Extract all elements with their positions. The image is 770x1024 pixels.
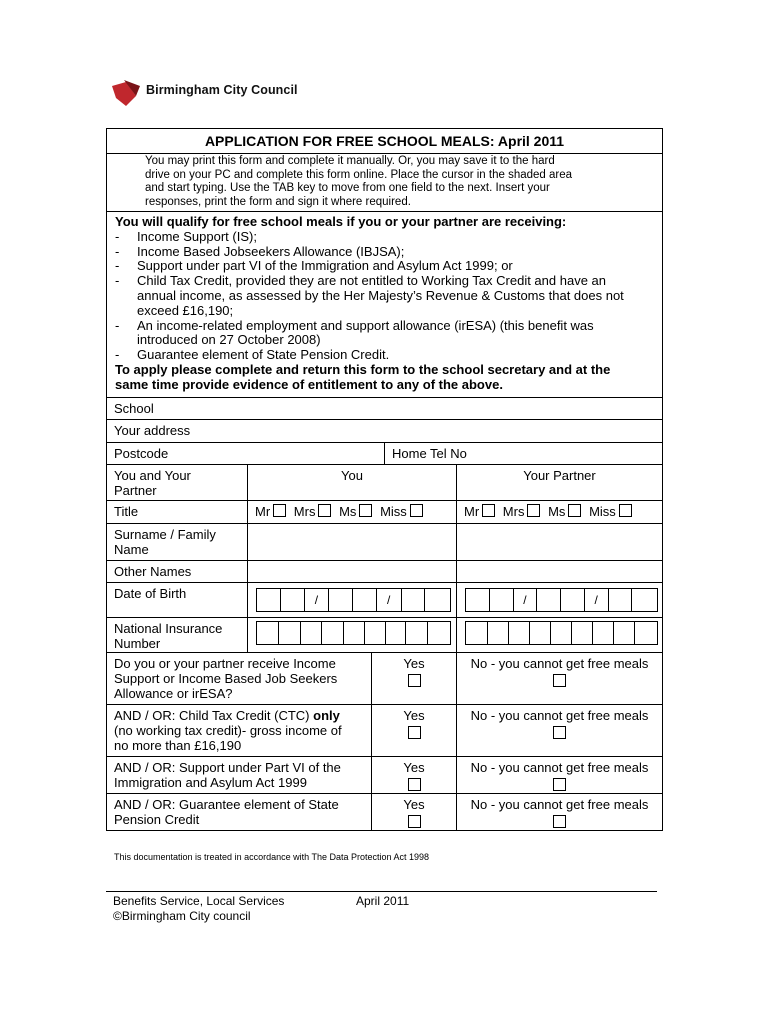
list-item: - Income Based Jobseekers Allowance (IBJSA); — [115, 243, 405, 259]
address-field[interactable]: Your address — [107, 420, 662, 443]
partner-dob-input[interactable]: / / — [465, 588, 658, 612]
q2-yes-checkbox[interactable] — [408, 726, 421, 739]
dob-row: Date of Birth / / / / — [107, 583, 662, 618]
footer-dept: Benefits Service, Local Services ©Birmingham City council — [113, 894, 285, 923]
partner-other-names-input[interactable] — [456, 561, 662, 582]
q1-no-checkbox[interactable] — [553, 674, 566, 687]
q-pension-row: AND / OR: Guarantee element of State Pension Credit Yes No - you cannot get free meals — [107, 794, 662, 830]
list-item: - An income-related employment and support allowance (irESA) (this benefit was introduced on 27 October 2008) — [115, 317, 594, 348]
postcode-field[interactable]: Postcode — [114, 446, 169, 461]
other-names-input[interactable] — [247, 561, 456, 582]
home-tel-field[interactable]: Home Tel No — [384, 443, 662, 464]
footer-date: April 2011 — [356, 894, 410, 908]
qualification-section: You will qualify for free school meals if you or your partner are receiving: - Income Support (IS); - Income Based Jobseekers Allowance (IBJSA); - Support under part VI of the Immigration and Asylum Act 1999; or - Child Tax Credit, provided they are not entitled to Working Tax Credit and have an annual income, as assessed by the Her Majesty’s Revenue & Customs that does not exceed £16,190; - An income-related employment and support allowance (irESA) (this benefit was introduced on 27 October 2008) - Guarantee element of State Pension Credit. To apply please complete and return this form to the school secretary and at the same time provide evidence of entitlement to any of the above. — [107, 212, 662, 398]
q-immigration-row: AND / OR: Support under Part VI of the Immigration and Asylum Act 1999 Yes No - you cannot get free meals — [107, 757, 662, 794]
instructions: You may print this form and complete it manually. Or, you may save it to the hard drive on your PC and complete this form online. Place the cursor in the shaded area and start typing. Use the TAB key to move from one field to the next. Insert your responses, print the form and sign it where required. — [107, 154, 662, 212]
qualify-heading: You will qualify for free school meals if you or your partner are receiving: — [115, 214, 567, 229]
mrs-checkbox[interactable] — [318, 504, 331, 517]
list-item: - Guarantee element of State Pension Credit. — [115, 347, 390, 363]
partner-miss-checkbox[interactable] — [619, 504, 632, 517]
partner-mr-checkbox[interactable] — [482, 504, 495, 517]
ni-number-input[interactable] — [256, 621, 451, 645]
header-row: You and Your Partner You Your Partner — [107, 465, 662, 501]
form-title: APPLICATION FOR FREE SCHOOL MEALS: April 2011 — [107, 129, 662, 154]
partner-mrs-checkbox[interactable] — [527, 504, 540, 517]
miss-checkbox[interactable] — [410, 504, 423, 517]
application-form — [106, 128, 663, 831]
school-field[interactable]: School — [107, 398, 662, 420]
surname-input[interactable] — [247, 524, 456, 560]
q1-yes-checkbox[interactable] — [408, 674, 421, 687]
q3-no-checkbox[interactable] — [553, 778, 566, 791]
mr-checkbox[interactable] — [273, 504, 286, 517]
apply-instructions: To apply please complete and return this form to the school secretary and at the — [115, 361, 611, 377]
q-income-support-row: Do you or your partner receive Income Support or Income Based Job Seekers Allowance or irESA? Yes No - you cannot get free meals — [107, 653, 662, 705]
q-ctc-row: AND / OR: Child Tax Credit (CTC) only (no working tax credit)- gross income of no more than £16,190 Yes No - you cannot get free meals — [107, 705, 662, 757]
partner-ni-number-input[interactable] — [465, 621, 658, 645]
footer-divider — [106, 891, 657, 892]
list-item: - Child Tax Credit, provided they are not entitled to Working Tax Credit and have an annual income, as assessed by the Her Majesty’s Revenue & Customs that does not exceed £16,190; — [115, 273, 624, 318]
list-item: - Income Support (IS); — [115, 228, 257, 244]
ni-row: National Insurance Number — [107, 618, 662, 653]
data-protection-note: This documentation is treated in accordance with The Data Protection Act 1998 — [114, 852, 430, 862]
q4-no-checkbox[interactable] — [553, 815, 566, 828]
postcode-row — [107, 443, 662, 465]
ms-checkbox[interactable] — [359, 504, 372, 517]
dob-input[interactable]: / / — [256, 588, 451, 612]
partner-ms-checkbox[interactable] — [568, 504, 581, 517]
list-item: - Support under part VI of the Immigration and Asylum Act 1999; or — [115, 258, 513, 274]
other-names-row: Other Names — [107, 561, 662, 583]
partner-surname-input[interactable] — [456, 524, 662, 560]
title-row: Title Mr Mrs Ms Miss Mr Mrs Ms Miss — [107, 501, 662, 524]
q3-yes-checkbox[interactable] — [408, 778, 421, 791]
q4-yes-checkbox[interactable] — [408, 815, 421, 828]
surname-row: Surname / Family Name — [107, 524, 662, 561]
org-name: Birmingham City Council — [146, 83, 298, 97]
q2-no-checkbox[interactable] — [553, 726, 566, 739]
